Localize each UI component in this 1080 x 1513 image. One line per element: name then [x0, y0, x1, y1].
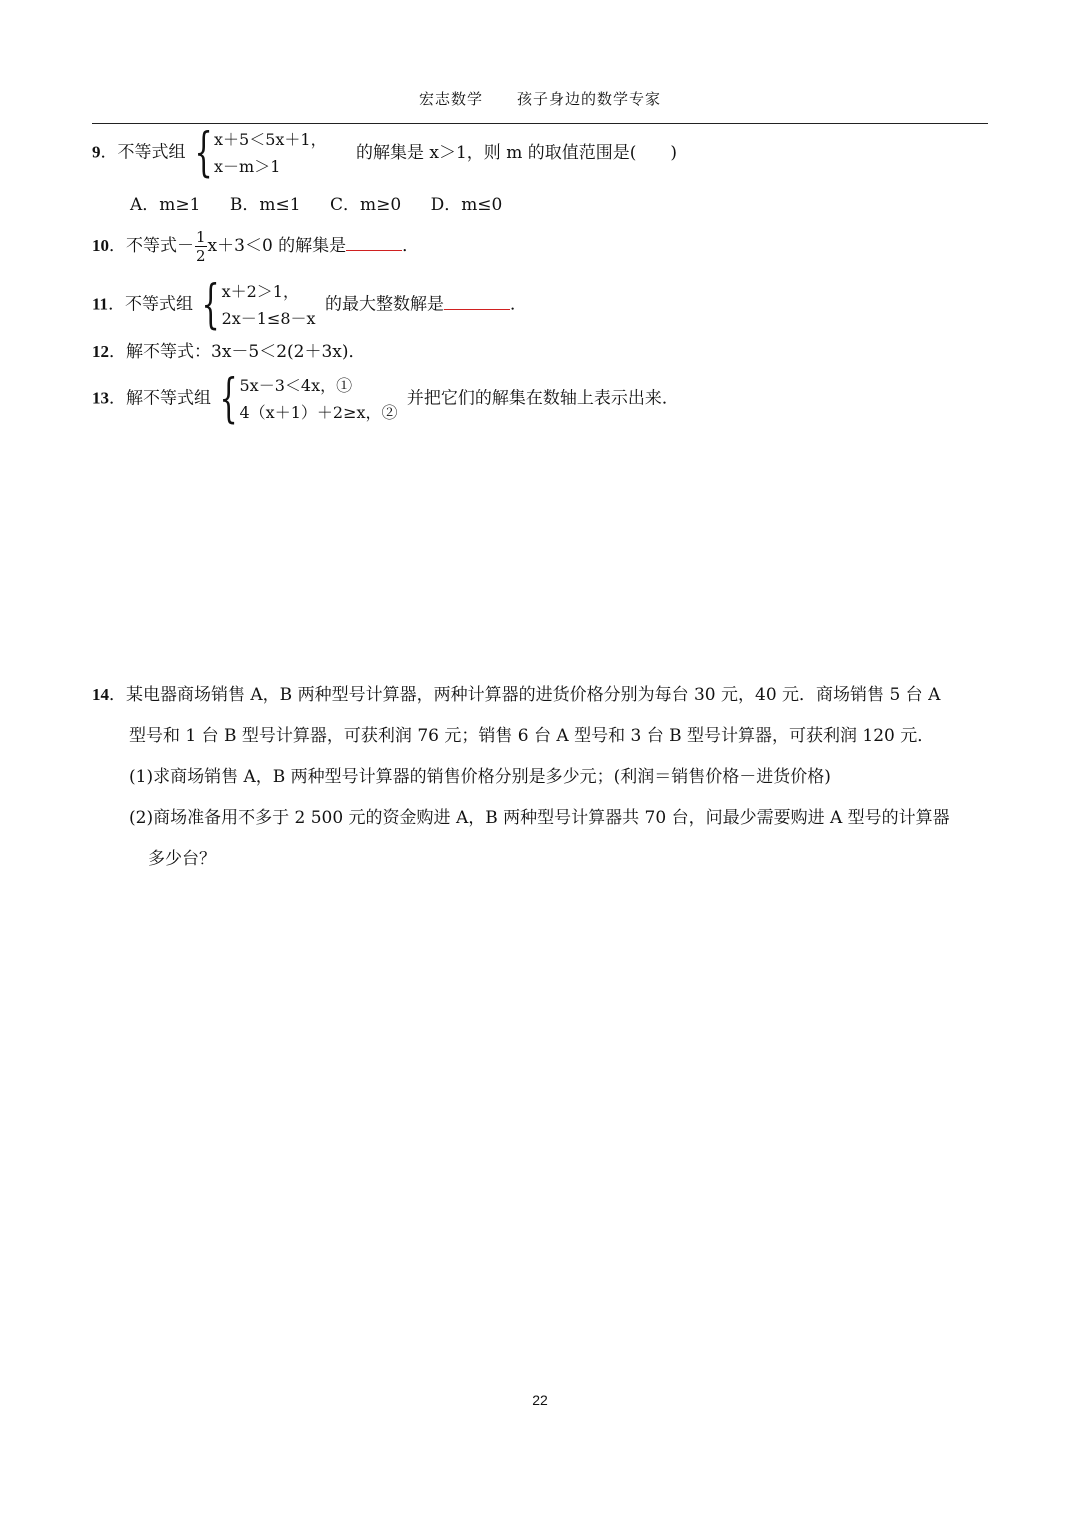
- fraction: [195, 228, 207, 265]
- choice-options: [130, 190, 526, 215]
- inequality-system: [193, 123, 327, 183]
- question-10: [92, 228, 419, 265]
- question-text-2: 型号和 1 台 B 型号计算器，可获利润 76 元；销售 6 台 A 型号和 3 台 B 型号计算器，可获利润 120 元．: [129, 726, 935, 746]
- option-d: D．m≤0: [430, 195, 503, 215]
- question-suffix: 的最大整数解是: [324, 294, 444, 315]
- question-9: [92, 123, 677, 183]
- sub-question-2-cont: 多少台？: [148, 849, 216, 869]
- question-number: 14: [92, 685, 109, 704]
- question-11: [92, 275, 527, 335]
- answer-blank[interactable]: [444, 291, 510, 310]
- system-line-1: 5x－3＜4x，①: [239, 376, 353, 395]
- page-number: 22: [532, 1392, 548, 1408]
- brace-symbol: {: [194, 123, 213, 183]
- question-line: [92, 674, 992, 716]
- question-middle: x＋3＜0 的解集是: [207, 236, 347, 256]
- sub-question-2: (2)商场准备用不多于 2 500 元的资金购进 A，B 两种型号计算器共 70 台，问最少需要购进 A 型号的计算器: [129, 808, 950, 828]
- option-b: B．m≤1: [229, 195, 301, 215]
- answer-blank[interactable]: [346, 232, 402, 251]
- fraction-denominator: 2: [196, 247, 206, 265]
- question-number: 12: [92, 342, 109, 361]
- system-line-1: x＋2＞1，: [221, 282, 299, 301]
- option-a: A．m≥1: [130, 195, 201, 215]
- header-slogan: 孩子身边的数学专家: [517, 90, 662, 108]
- question-number: 11: [92, 294, 109, 314]
- header-brand: 宏志数学: [418, 90, 483, 108]
- system-line-2: 2x－1≤8－x: [221, 309, 316, 328]
- option-c: C．m≥0: [329, 195, 402, 215]
- header-rule: [92, 123, 988, 124]
- question-prefix: ．不等式组: [108, 294, 194, 315]
- question-suffix: 并把它们的解集在数轴上表示出来．: [406, 388, 679, 409]
- question-number: 10: [92, 236, 109, 255]
- question-suffix: 的解集是 x＞1，则 m 的取值范围是( ): [356, 142, 677, 163]
- brace-symbol: {: [201, 275, 221, 335]
- question-12: [92, 341, 366, 363]
- inequality-system: [200, 275, 316, 335]
- system-line-2: 4（x＋1）＋2≥x，②: [239, 403, 398, 422]
- question-end: ．: [402, 236, 420, 256]
- question-13: [92, 369, 679, 429]
- inequality-system: [218, 369, 398, 429]
- question-number: 13: [92, 388, 109, 408]
- brace-symbol: {: [219, 369, 239, 429]
- question-prefix: ．解不等式组: [109, 388, 211, 409]
- question-text-1: ．某电器商场销售 A，B 两种型号计算器，两种计算器的进货价格分别为每台 30 元，40 元．商场销售 5 台 A: [109, 685, 941, 705]
- question-number: 9: [92, 142, 101, 162]
- question-text: ．解不等式：3x－5＜2(2＋3x)．: [109, 342, 366, 362]
- system-line-1: x＋5＜5x＋1，: [214, 130, 327, 149]
- question-14: [92, 674, 992, 880]
- question-prefix: ．不等式组: [100, 142, 186, 163]
- question-end: ．: [509, 294, 527, 315]
- question-prefix: ．不等式－: [109, 236, 194, 256]
- page-header: [0, 88, 1080, 109]
- sub-question-1: (1)求商场销售 A，B 两种型号计算器的销售价格分别是多少元；(利润＝销售价格－进货价格): [129, 767, 831, 787]
- system-line-2: x－m＞1: [214, 157, 281, 176]
- fraction-numerator: 1: [196, 228, 206, 246]
